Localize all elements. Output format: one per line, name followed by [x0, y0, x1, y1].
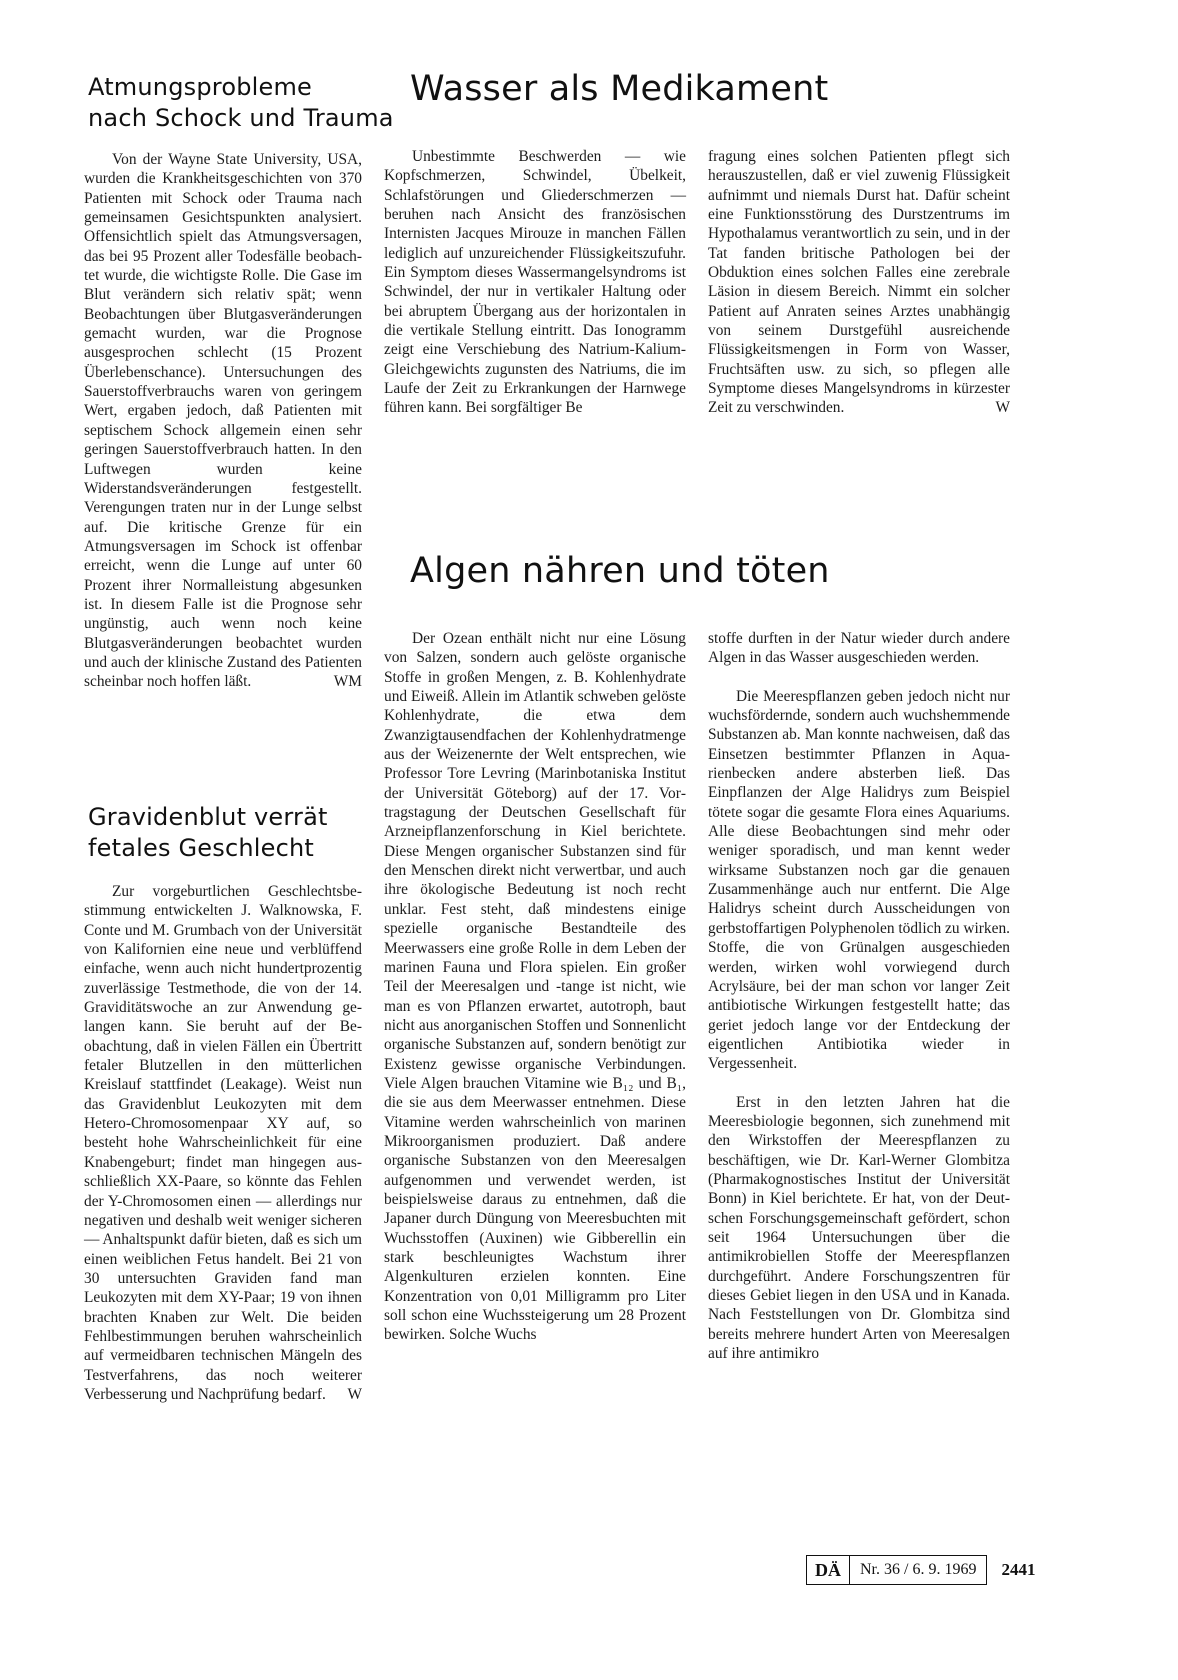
- title-line: Atmungsprobleme: [88, 73, 313, 101]
- article-title-algen: Algen nähren und töten: [410, 551, 830, 591]
- page-footer: [806, 1555, 1035, 1585]
- article-body-algen-col2: [708, 629, 1010, 1363]
- paragraph-text: Zur vorgeburtlichen Geschlechtsbestimmung entwickelten J. Walknowska, F. Conte und M. Grumbach von der Universität von Kalifornien eine neue und verblüffend einfache, wenn auch nicht hundertprozentig zuverlässige Testmethode, die von der 14. Graviditätswoche an zur Anwendung gelangen kann. Sie beruht auf der Beobachtung, daß in vielen Fällen ein Übertritt fetaler Blutzellen in den mütterlichen Kreislauf stattfindet (Leakage). Weist nun das Gravidenblut Leukozyten mit dem Hetero-Chromosomenpaar XY auf, so besteht hohe Wahrscheinlichkeit für eine Knabengeburt; findet man hingegen ausschließlich XX-Paare, so könnte das Fehlen der Y-Chromosomen einen — allerdings nur negativen und deshalb weit weniger sicheren — Anhaltspunkt dafür bieten, daß es sich um einen weiblichen Fetus handelt. Bei 21 von 30 untersuchten Graviden fand man Leukozyten mit dem XY-Paar; 19 von ihnen brachten Knaben zur Welt. Die beiden Fehlbestimmungen beruhen wahrscheinlich auf vermeidbaren technischen Mängeln des Testverfahrens, das noch weiterer Verbesserung und Nachprüfung bedarf.: [84, 883, 362, 1403]
- journal-issue-box: [806, 1555, 987, 1585]
- article-body-wasser-col2: [708, 147, 1010, 418]
- paragraph: Der Ozean enthält nicht nur eine Lösung von Salzen, sondern auch gelöste organische Stoffe in großen Mengen, z. B. Kohlenhydrate und Eiweiß. Allein im Atlantik schweben gelöste Kohlenhydrate, die etwa dem Zwanzigtausendfachen der Kohlenhydratmenge aus der Weizenernte der Welt entsprechen, wie Professor Tore Levring (Marinbotaniska Institut der Universität Göteborg) auf der 17. Vortragstagung der Deutschen Gesellschaft für Arzneipflanzenforschung in Kiel berichtete. Diese Mengen organischer Substanzen sind für den Menschen direkt nicht verwertbar, und auch ihre ökologische Bedeutung ist noch recht unklar. Fest steht, daß mindestens einige spezielle organische Bestandteile des Meerwassers eine große Rolle in dem Leben der marinen Fauna und Flora spielen. Ein großer Teil der Meeresalgen und -tange ist nicht, wie man es von Pflanzen erwartet, autotroph, baut nicht aus anorganischen Stoffen und Sonnenlicht organische Substanzen auf, sondern benötigt zur Existenz gewisse organische Verbindungen. Viele Algen brauchen Vitamine wie B₁₂ und B₁, die sie aus dem Meerwasser entnehmen. Diese Vitamine werden wahrscheinlich von marinen Mikroorganismen produziert. Daß andere organische Substanzen von den Meeresalgen aufgenommen und verwendet werden, ist beispielsweise daraus zu entnehmen, daß die Japaner durch Düngung von Meeresbuchten mit Wuchsstoffen (Auxinen) wie Gibberellin ein stark beschleunigtes Wachstum ihrer Algenkulturen erzielen konnten. Eine Konzentration von 0,01 Milligramm pro Liter soll schon eine Wuchssteigerung um 28 Prozent bewirken. Solche Wuchs: [384, 630, 686, 1344]
- title-line: fetales Geschlecht: [88, 834, 315, 862]
- article-body-gravid: [84, 882, 362, 1404]
- paragraph: [708, 147, 1010, 418]
- paragraph: Erst in den letzten Jahren hat die Meeresbiologie begonnen, sich zunehmend mit den Wirkstoffen der Meerespflanzen zu beschäftigen, wie Dr. Karl-Werner Glombitza (Pharmakognostisches Institut der Universität Bonn) in Kiel berichtete. Er hat, von der Deutschen Forschungsgemeinschaft gefördert, schon seit 1964 Untersuchungen über die antimikrobiellen Stoffe der Meerespflanzen durchgeführt. Andere Forschungszentren für dieses Gebiet liegen in den USA und in Kanada. Nach Feststellungen von Dr. Glombitza sind bereits mehrere hundert Arten von Meeresalgen auf ihre antimikro: [708, 1093, 1010, 1363]
- title-line: Gravidenblut verrät: [88, 803, 328, 831]
- title-line: nach Schock und Trauma: [88, 104, 394, 132]
- article-title-atmung: [88, 72, 394, 134]
- journal-logo: DÄ: [807, 1556, 850, 1584]
- paragraph-text: Von der Wayne State University, USA, wurden die Krankheitsgeschichten von 370 Patienten mit Schock oder Trauma nach gemeinsamen Gesichtspunkten analysiert. Offensichtlich spielt das Atmungsversagen, das bei 95 Prozent aller Todesfälle beobachtet wurde, die wichtigste Rolle. Die Gase im Blut verändern sich relativ spät; wenn Beobachtungen über Blutgasveränderungen gemacht wurden, war die Prognose ausgesprochen schlecht (15 Prozent Überlebenschance). Untersuchungen des Sauerstoffverbrauchs waren von geringem Wert, ergaben jedoch, daß Patienten mit septischem Schock allgemein einen sehr geringen Sauerstoffverbrauch hatten. In den Luftwegen wurden keine Widerstandsveränderungen festgestellt. Verengungen traten nur in der Lunge selbst auf. Die kritische Grenze für ein Atmungsversagen im Schock ist offenbar erreicht, wenn die Lunge auf unter 60 Prozent ihrer Normalleistung abgesunken ist. In diesem Falle ist die Prognose sehr ungünstig, auch wenn noch keine Blutgasveränderungen beobachtet wurden und auch der klinische Zustand des Patienten scheinbar noch hoffen läßt.: [84, 151, 362, 691]
- article-title-wasser: Wasser als Medikament: [410, 69, 829, 109]
- paragraph-text: fragung eines solchen Patienten pflegt sich herauszustellen, daß er viel zuwenig Flüssigkeit aufnimmt und niemals Durst hat. Dafür scheint eine Funktionsstörung des Durstzentrums im Hypothalamus verantwortlich zu sein, und in der Tat fanden britische Pathologen bei der Obduktion eines solchen Falles eine zerebrale Läsion in diesem Bereich. Nimmt ein solcher Patient auf Anraten seines Arztes unabhängig von seinem Durstgefühl ausreichende Flüssigkeitsmengen in Form von Wasser, Fruchtsäften usw. zu sich, so pflegen alle Symptome dieses Mangelsyndroms in kürzester Zeit zu verschwinden.: [708, 148, 1010, 417]
- paragraph: Die Meerespflanzen geben jedoch nicht nur wuchsfördernde, sondern auch wuchshemmende Substanzen ab. Man konnte nachweisen, daß das Einsetzen bestimmter Pflanzen in Aquarienbecken andere absterben ließ. Das Einpflanzen der Alge Halidrys zum Beispiel tötete sogar die gesamte Flora eines Aquariums. Alle diese Beobachtungen sind mehr oder weniger sporadisch, und man kennt weder wirksame Substanzen noch gar die genauen Zusammenhänge auch nur entfernt. Die Alge Halidrys scheint durch Ausscheidungen von gerbstoffartigen Polyphenolen tödlich zu wirken. Stoffe, die von Grünalgen ausgeschieden werden, wirken wohl vorwiegend durch Acrylsäure, bei der man schon vor langer Zeit antibiotische Wirkungen festgestellt hatte; das geriet jedoch lange vor der Entdeckung der eigentlichen Antibiotika wieder in Vergessenheit.: [708, 687, 1010, 1073]
- paragraph: Unbestimmte Beschwerden — wie Kopfschmerzen, Schwindel, Übelkeit, Schlafstörungen und Gliederschmerzen — beruhen nach Ansicht des französischen Internisten Jacques Mirouze in manchen Fällen lediglich auf unzureichender Flüssigkeitszufuhr. Ein Symptom dieses Wassermangelsyndroms ist Schwindel, der nur in vertikaler Haltung oder bei abruptem Übergang aus der horizontalen in die vertikale Stellung eintritt. Das Ionogramm zeigt eine Verschiebung des Natrium-Kalium-Gleichgewichts zugunsten des Natriums, die im Laufe der Zeit zu Erkrankungen der Harnwege führen kann. Bei sorgfältiger Be: [384, 148, 686, 417]
- author-signature: WM: [333, 673, 362, 691]
- author-signature: W: [995, 399, 1010, 417]
- article-body-wasser-col1: [384, 147, 686, 418]
- paragraph: stoffe durften in der Natur wieder durch andere Algen in das Wasser ausgeschieden werden.: [708, 630, 1010, 667]
- issue-number: Nr. 36 / 6. 9. 1969: [860, 1561, 977, 1578]
- author-signature: W: [347, 1385, 362, 1403]
- paragraph: [84, 150, 362, 692]
- article-body-algen-col1: [384, 629, 686, 1345]
- paragraph: [84, 882, 362, 1404]
- article-body-atmung: [84, 150, 362, 692]
- article-title-gravid: [88, 802, 328, 864]
- page-number: 2441: [1001, 1560, 1036, 1579]
